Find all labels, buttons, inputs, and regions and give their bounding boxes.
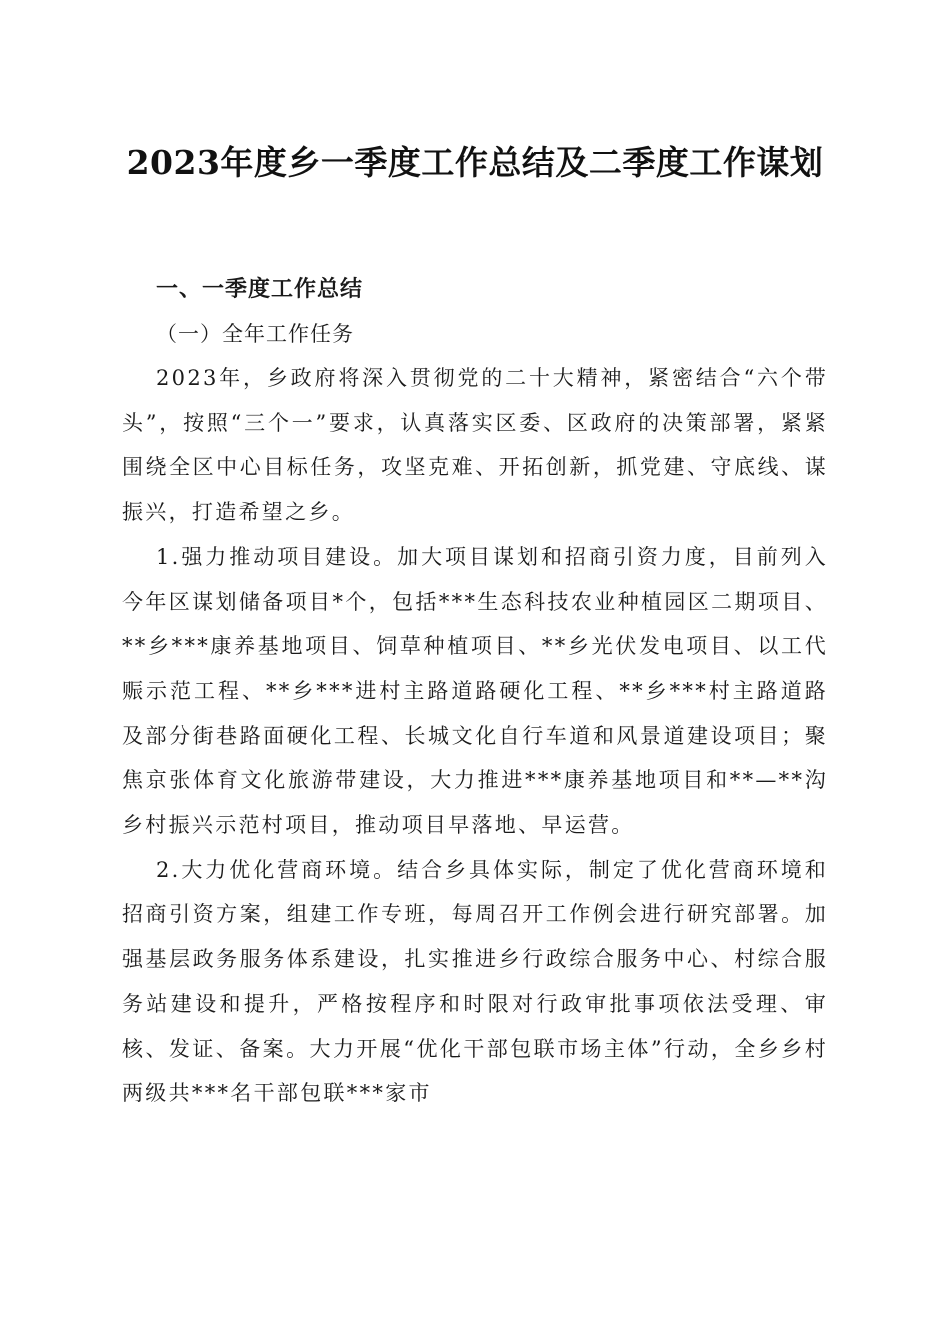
paragraph-project-construction: 1.强力推动项目建设。加大项目谋划和招商引资力度，目前列入今年区谋划储备项目*个，包括***生态科技农业种植园区二期项目、**乡***康养基地项目、饲草种植项目、**乡光伏发电项目、以工代赈示范工程、**乡***进村主路道路硬化工程、**乡***村主路道路及部分街巷路面硬化工程、长城文化自行车道和风景道建设项目；聚焦京张体育文化旅游带建设，大力推进***康养基地项目和**—**沟乡村振兴示范村项目，推动项目早落地、早运营。 <box>122 544 828 838</box>
section-q1-summary <box>122 268 828 1116</box>
subsection-annual-tasks <box>122 312 828 1116</box>
document-title: 2023年度乡一季度工作总结及二季度工作谋划 <box>126 143 824 182</box>
subsection-heading: （一）全年工作任务 <box>156 322 354 346</box>
paragraph-business-environment: 2.大力优化营商环境。结合乡具体实际，制定了优化营商环境和招商引资方案，组建工作专班，每周召开工作例会进行研究部署。加强基层政务服务体系建设，扎实推进乡行政综合服务中心、村综合服务站建设和提升，严格按程序和时限对行政审批事项依法受理、审核、发证、备案。大力开展“优化干部包联市场主体”行动，全乡乡村两级共***名干部包联***家市 <box>122 857 828 1106</box>
paragraph-intro: 2023年，乡政府将深入贯彻党的二十大精神，紧密结合“六个带头”，按照“三个一”要求，认真落实区委、区政府的决策部署，紧紧围绕全区中心目标任务，攻坚克难、开拓创新，抓党建、守底线、谋振兴，打造希望之乡。 <box>122 366 828 525</box>
section-heading: 一、一季度工作总结 <box>156 277 364 302</box>
